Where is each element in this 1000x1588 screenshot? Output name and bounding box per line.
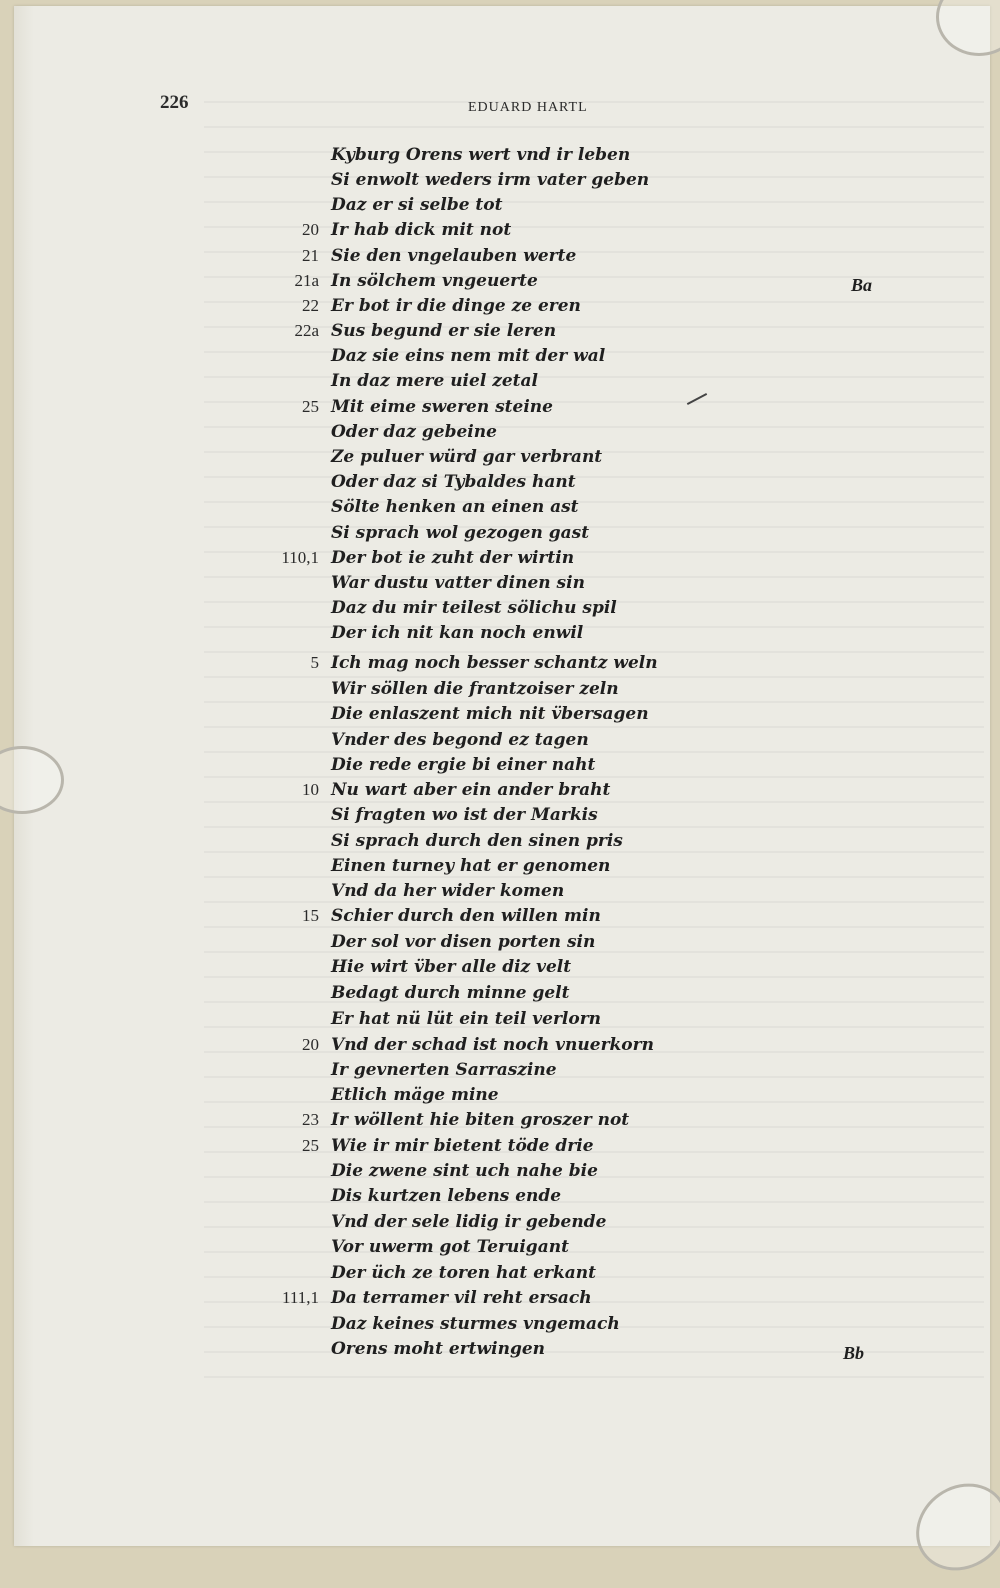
- verse-line: [0, 780, 1000, 806]
- verse-text: Der ich nit kan noch enwil: [331, 623, 584, 643]
- verse-line: [0, 1110, 1000, 1136]
- verse-text: Sie den vngelauben werte: [331, 246, 577, 266]
- verse-text: Einen turney hat er genomen: [331, 856, 611, 876]
- verse-text: In daz mere uiel zetal: [331, 371, 539, 391]
- verse-text: Si sprach wol gezogen gast: [331, 523, 590, 543]
- verse-text: Ir wöllent hie biten groszer not: [331, 1110, 630, 1130]
- verse-text: Bedagt durch minne gelt: [331, 983, 570, 1003]
- verse-line: [0, 1035, 1000, 1061]
- verse-text: Daz er si selbe tot: [331, 195, 503, 215]
- verse-text: Vor uwerm got Teruigant: [331, 1237, 569, 1257]
- verse-line: [0, 653, 1000, 679]
- verse-text: Daz sie eins nem mit der wal: [331, 346, 606, 366]
- verse-line: [0, 1009, 1000, 1035]
- verse-line: [0, 805, 1000, 831]
- verse-line: [0, 1314, 1000, 1340]
- verse-line: [0, 906, 1000, 932]
- verse-number: 20: [302, 220, 319, 239]
- verse-text: Die rede ergie bi einer naht: [331, 755, 596, 775]
- verse-line: [0, 1060, 1000, 1086]
- signature-mark-lower: Bb: [843, 1343, 865, 1363]
- verse-text: Nu wart aber ein ander braht: [331, 780, 611, 800]
- running-title: EDUARD HARTL: [468, 100, 588, 115]
- verse-number: 22: [302, 296, 319, 315]
- verse-line: [0, 296, 1000, 322]
- verse-text: Ich mag noch besser schantz weln: [331, 653, 658, 673]
- verse-text: Der üch ze toren hat erkant: [331, 1263, 596, 1283]
- verse-line: [0, 220, 1000, 246]
- verse-text: Ze puluer würd gar verbrant: [331, 447, 603, 467]
- verse-text: Daz du mir teilest sölichu spil: [331, 598, 617, 618]
- verse-line: [0, 271, 1000, 297]
- verse-line: [0, 881, 1000, 907]
- verse-line: [0, 246, 1000, 272]
- verse-line: [0, 1212, 1000, 1238]
- verse-line: [0, 1136, 1000, 1162]
- verse-line: [0, 422, 1000, 448]
- verse-text: Vnd der schad ist noch vnuerkorn: [331, 1035, 654, 1055]
- verse-number: 5: [310, 653, 319, 672]
- paper-clip-bottom: [899, 1466, 1000, 1588]
- verse-text: Orens moht ertwingen: [331, 1339, 546, 1359]
- verse-line: [0, 1237, 1000, 1263]
- verse-line: [0, 598, 1000, 624]
- verse-line: [0, 145, 1000, 171]
- verse-text: Sus begund er sie leren: [331, 321, 557, 341]
- verse-line: [0, 371, 1000, 397]
- verse-line: [0, 730, 1000, 756]
- verse-text: Der sol vor disen porten sin: [331, 932, 596, 952]
- verse-line: [0, 548, 1000, 574]
- verse-text: Oder daz gebeine: [331, 422, 497, 442]
- verse-line: [0, 856, 1000, 882]
- verse-text: Sölte henken an einen ast: [331, 497, 579, 517]
- verse-line: [0, 755, 1000, 781]
- verse-text: Mit eime sweren steine: [331, 397, 553, 417]
- verse-number: 23: [302, 1110, 319, 1129]
- paper-clip-top: [936, 0, 1000, 56]
- verse-text: War dustu vatter dinen sin: [331, 573, 585, 593]
- verse-text: Er hat nü lüt ein teil verlorn: [331, 1009, 602, 1029]
- verse-line: [0, 472, 1000, 498]
- verse-line: [0, 321, 1000, 347]
- verse-line: [0, 346, 1000, 372]
- verse-text: Wir söllen die frantzoiser zeln: [331, 679, 619, 699]
- verse-text: Ir gevnerten Sarraszine: [331, 1060, 557, 1080]
- verse-number: 111,1: [282, 1288, 319, 1307]
- verse-text: Oder daz si Tybaldes hant: [331, 472, 576, 492]
- verse-line: [0, 497, 1000, 523]
- verse-line: [0, 573, 1000, 599]
- verse-text: Vnd da her wider komen: [331, 881, 565, 901]
- verse-text: Vnder des begond ez tagen: [331, 730, 589, 750]
- verse-text: Si fragten wo ist der Markis: [331, 805, 598, 825]
- verse-text: Si sprach durch den sinen pris: [331, 831, 623, 851]
- verse-line: [0, 1186, 1000, 1212]
- verse-line: [0, 170, 1000, 196]
- signature-mark-upper: Ba: [851, 275, 873, 295]
- verse-line: [0, 523, 1000, 549]
- verse-line: [0, 1263, 1000, 1289]
- verse-text: Da terramer vil reht ersach: [331, 1288, 592, 1308]
- verse-number: 10: [302, 780, 319, 799]
- verse-text: In sölchem vngeuerte: [331, 271, 538, 291]
- verse-line: [0, 1288, 1000, 1314]
- verse-line: [0, 397, 1000, 423]
- verse-text: Ir hab dick mit not: [331, 220, 512, 240]
- verse-number: 25: [302, 397, 319, 416]
- verse-number: 25: [302, 1136, 319, 1155]
- verse-number: 21a: [294, 271, 319, 290]
- verse-text: Die enlaszent mich nit v̈bersagen: [331, 704, 649, 724]
- verse-text: Daz keines sturmes vngemach: [331, 1314, 620, 1334]
- verse-line: [0, 1161, 1000, 1187]
- verse-text: Er bot ir die dinge ze eren: [331, 296, 581, 316]
- verse-text: Kyburg Orens wert vnd ir leben: [331, 145, 631, 165]
- verse-line: [0, 679, 1000, 705]
- verse-line: [0, 957, 1000, 983]
- verse-number: 20: [302, 1035, 319, 1054]
- verse-line: [0, 932, 1000, 958]
- verse-line: [0, 1085, 1000, 1111]
- verse-text: Die zwene sint uch nahe bie: [331, 1161, 598, 1181]
- verse-text: Si enwolt weders irm vater geben: [331, 170, 650, 190]
- verse-text: Vnd der sele lidig ir gebende: [331, 1212, 607, 1232]
- verse-line: [0, 623, 1000, 649]
- verse-line: [0, 195, 1000, 221]
- page-number: 226: [160, 92, 189, 113]
- verse-line: [0, 704, 1000, 730]
- verse-text: Der bot ie zuht der wirtin: [331, 548, 575, 568]
- verse-text: Hie wirt v̈ber alle diz velt: [331, 957, 572, 977]
- verse-text: Wie ir mir bietent töde drie: [331, 1136, 594, 1156]
- verse-number: 22a: [294, 321, 319, 340]
- verse-number: 21: [302, 246, 319, 265]
- verse-line: [0, 447, 1000, 473]
- verse-line: [0, 983, 1000, 1009]
- verse-number: 110,1: [281, 548, 319, 567]
- verse-number: 15: [302, 906, 319, 925]
- verse-text: Dis kurtzen lebens ende: [331, 1186, 562, 1206]
- verse-text: Etlich mäge mine: [331, 1085, 499, 1105]
- verse-line: [0, 831, 1000, 857]
- verse-text: Schier durch den willen min: [331, 906, 601, 926]
